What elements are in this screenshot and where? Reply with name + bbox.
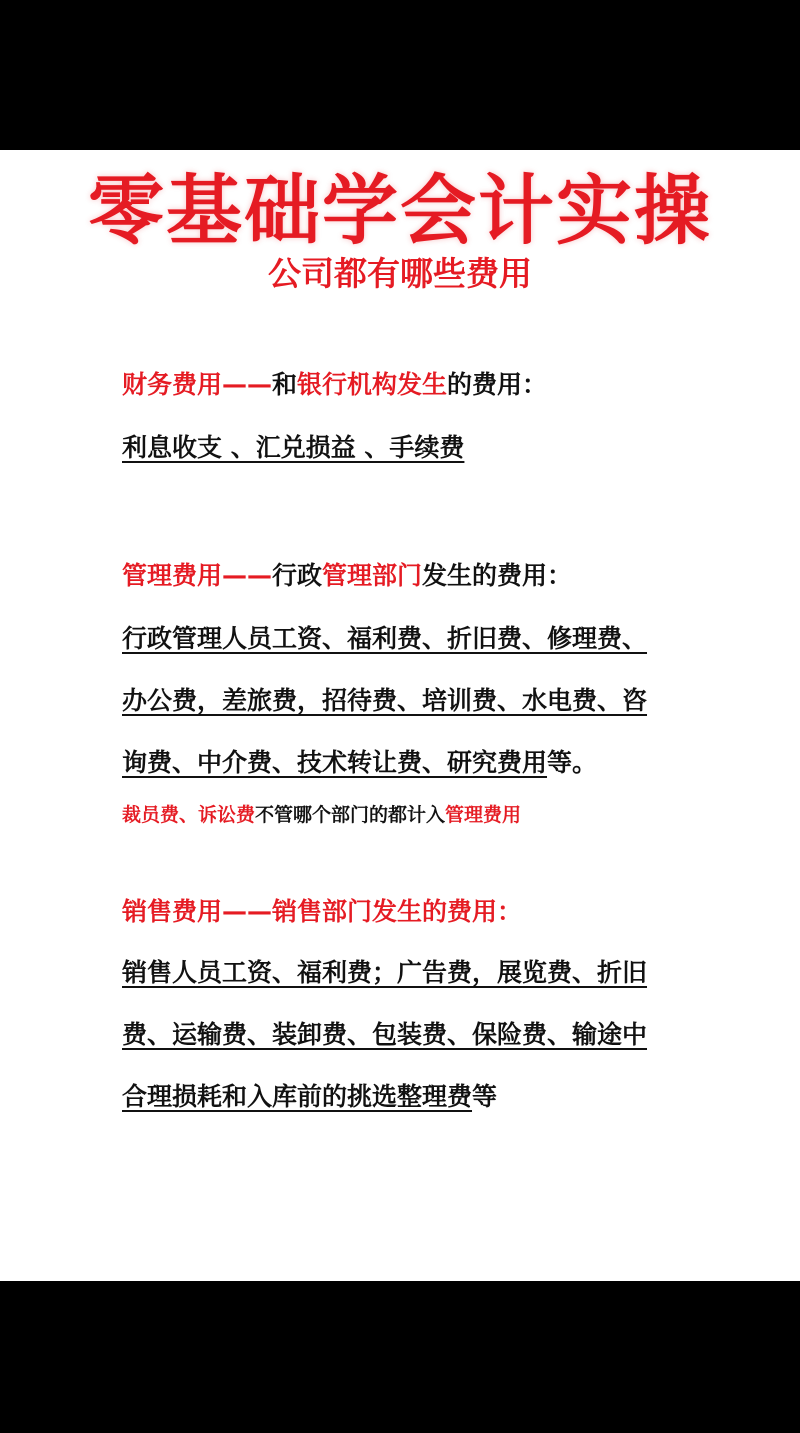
finance-heading: [122, 368, 547, 402]
management-dash: ——: [222, 561, 273, 590]
sales-name: 销售费用: [122, 897, 223, 926]
management-note-mid: 不管哪个部门的都计入: [255, 804, 446, 826]
management-items-line-1: 行政管理人员工资、福利费、折旧费、修理费、: [122, 624, 648, 653]
management-items-line-2: 办公费，差旅费，招待费、培训费、水电费、咨: [122, 686, 648, 715]
bottom-black-bar: [0, 1281, 800, 1433]
management-name: 管理费用: [122, 561, 223, 590]
management-intro-a: 行政: [272, 561, 323, 590]
document-card: [0, 150, 800, 1281]
management-note: [122, 802, 521, 828]
finance-items: 利息收支 、汇兑损益 、手续费: [122, 433, 465, 462]
sales-items-line-2: 费、运输费、装卸费、包装费、保险费、输途中: [122, 1020, 648, 1049]
sub-title: 公司都有哪些费用: [268, 254, 532, 293]
sales-items-line-1: 销售人员工资、福利费；广告费，展览费、折旧: [122, 958, 648, 987]
top-black-bar: [0, 0, 800, 150]
main-title: 零基础学会计实操: [88, 166, 712, 255]
management-intro-red: 管理部门: [322, 561, 423, 590]
sales-items-line-3-rest: 等: [472, 1082, 498, 1111]
sales-items-line-3-underlined: 合理损耗和入库前的挑选整理费: [122, 1082, 473, 1111]
management-note-red-2: 管理费用: [445, 804, 522, 826]
management-heading: [122, 559, 572, 593]
management-items-line-3-underlined: 询费、中介费、技术转让费、研究费用: [122, 748, 548, 777]
sales-intro-b: ：: [497, 897, 523, 926]
sales-dash: ——: [222, 897, 273, 926]
finance-intro-b: 的费用：: [447, 370, 548, 399]
management-items-line-3: [122, 746, 597, 780]
management-items-line-3-rest: 等。: [547, 748, 598, 777]
sales-items-line-3: [122, 1080, 497, 1114]
management-note-red: 裁员费、诉讼费: [122, 804, 256, 826]
sales-intro-red: 销售部门发生的费用: [272, 897, 498, 926]
sales-heading: [122, 895, 522, 929]
finance-intro-red: 银行机构发生: [297, 370, 448, 399]
finance-dash: ——: [222, 370, 273, 399]
finance-name: 财务费用: [122, 370, 223, 399]
management-intro-b: 发生的费用：: [422, 561, 573, 590]
finance-intro-a: 和: [272, 370, 298, 399]
